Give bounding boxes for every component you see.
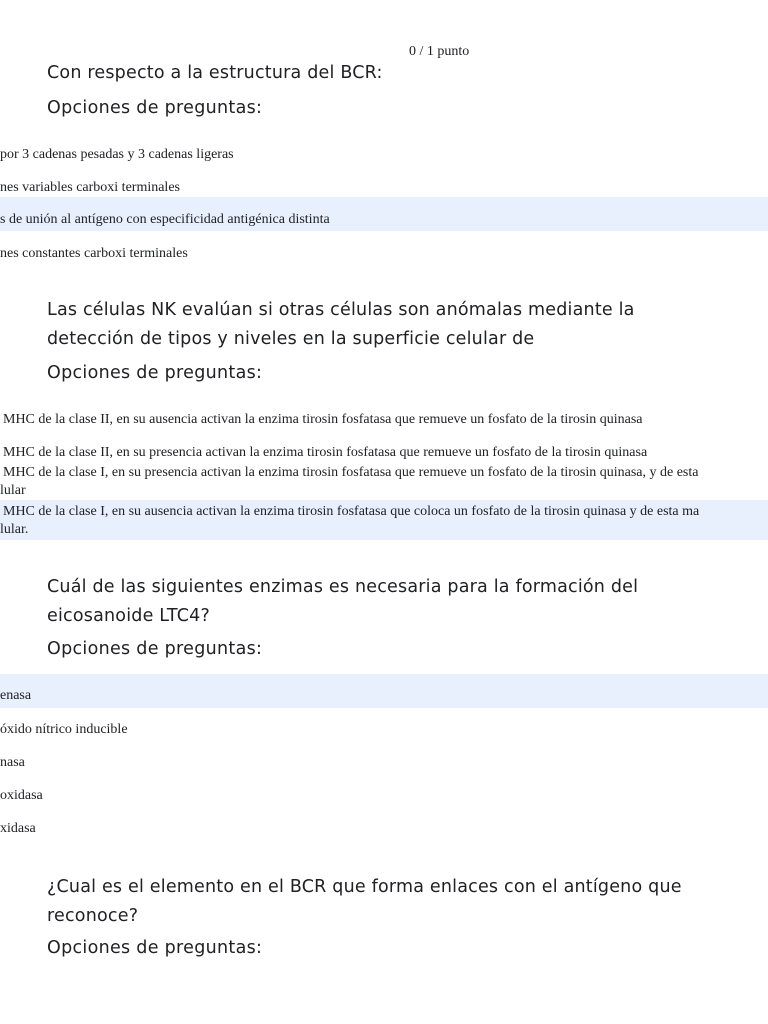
option-label: s de unión al antígeno con especificidad antigénica distinta	[0, 212, 330, 227]
option-label: por 3 cadenas pesadas y 3 cadenas ligeras	[0, 147, 234, 162]
question-2-option-1[interactable]	[0, 407, 768, 431]
question-2-line-2: detección de tipos y niveles en la superficie celular de	[47, 329, 535, 349]
question-3-option-2[interactable]	[0, 717, 768, 741]
option-label: nes variables carboxi terminales	[0, 180, 180, 195]
question-3-option-1[interactable]	[0, 674, 768, 708]
question-2-option-2[interactable]	[0, 440, 768, 462]
question-2-line-1: Las células NK evalúan si otras células son anómalas mediante la	[47, 300, 635, 320]
option-label-line-1: MHC de la clase I, en su ausencia activan la enzima tirosin fosfatasa que coloca un fosfato de la tirosin quinasa y de esta ma	[3, 504, 700, 519]
option-label-line-1: MHC de la clase I, en su presencia activan la enzima tirosin fosfatasa que remueve un fosfato de la tirosin quinasa, y de esta	[3, 465, 699, 480]
option-label: enasa	[0, 688, 32, 703]
question-4-line-2: reconoce?	[47, 906, 139, 926]
question-2-text	[47, 296, 737, 354]
question-2-option-4[interactable]	[0, 500, 768, 540]
question-4-line-1: ¿Cual es el elemento en el BCR que forma enlaces con el antígeno que	[47, 877, 682, 897]
question-4-options-heading: Opciones de preguntas:	[47, 938, 263, 958]
option-label: nes constantes carboxi terminales	[0, 246, 188, 261]
question-3-option-4[interactable]	[0, 783, 768, 807]
question-1-option-4[interactable]	[0, 241, 768, 265]
option-label: oxidasa	[0, 788, 43, 803]
option-label: MHC de la clase II, en su ausencia activan la enzima tirosin fosfatasa que remueve un fosfato de la tirosin quinasa	[3, 412, 643, 427]
score-label: 0 / 1 punto	[409, 44, 470, 59]
question-3-line-1: Cuál de las siguientes enzimas es necesaria para la formación del	[47, 577, 639, 597]
question-1-text: Con respecto a la estructura del BCR:	[47, 63, 383, 83]
question-3-option-3[interactable]	[0, 750, 768, 774]
question-1-option-3[interactable]	[0, 197, 768, 231]
option-label: nasa	[0, 755, 25, 770]
question-3-option-5[interactable]	[0, 816, 768, 840]
option-label: xidasa	[0, 821, 36, 836]
question-2-option-3[interactable]	[0, 462, 768, 500]
option-label: MHC de la clase II, en su presencia activan la enzima tirosin fosfatasa que remueve un fosfato de la tirosin quinasa	[3, 445, 648, 460]
option-label-line-2: lular	[0, 483, 26, 498]
question-2-options-heading: Opciones de preguntas:	[47, 363, 263, 383]
question-3-text	[47, 573, 737, 631]
option-label-line-2: lular.	[0, 522, 29, 537]
question-1-options-heading: Opciones de preguntas:	[47, 98, 263, 118]
question-3-line-2: eicosanoide LTC4?	[47, 606, 210, 626]
question-3-options-heading: Opciones de preguntas:	[47, 639, 263, 659]
option-label: óxido nítrico inducible	[0, 722, 128, 737]
question-4-text	[47, 873, 737, 931]
question-1-option-1[interactable]	[0, 142, 768, 166]
question-1-option-2[interactable]	[0, 175, 768, 199]
